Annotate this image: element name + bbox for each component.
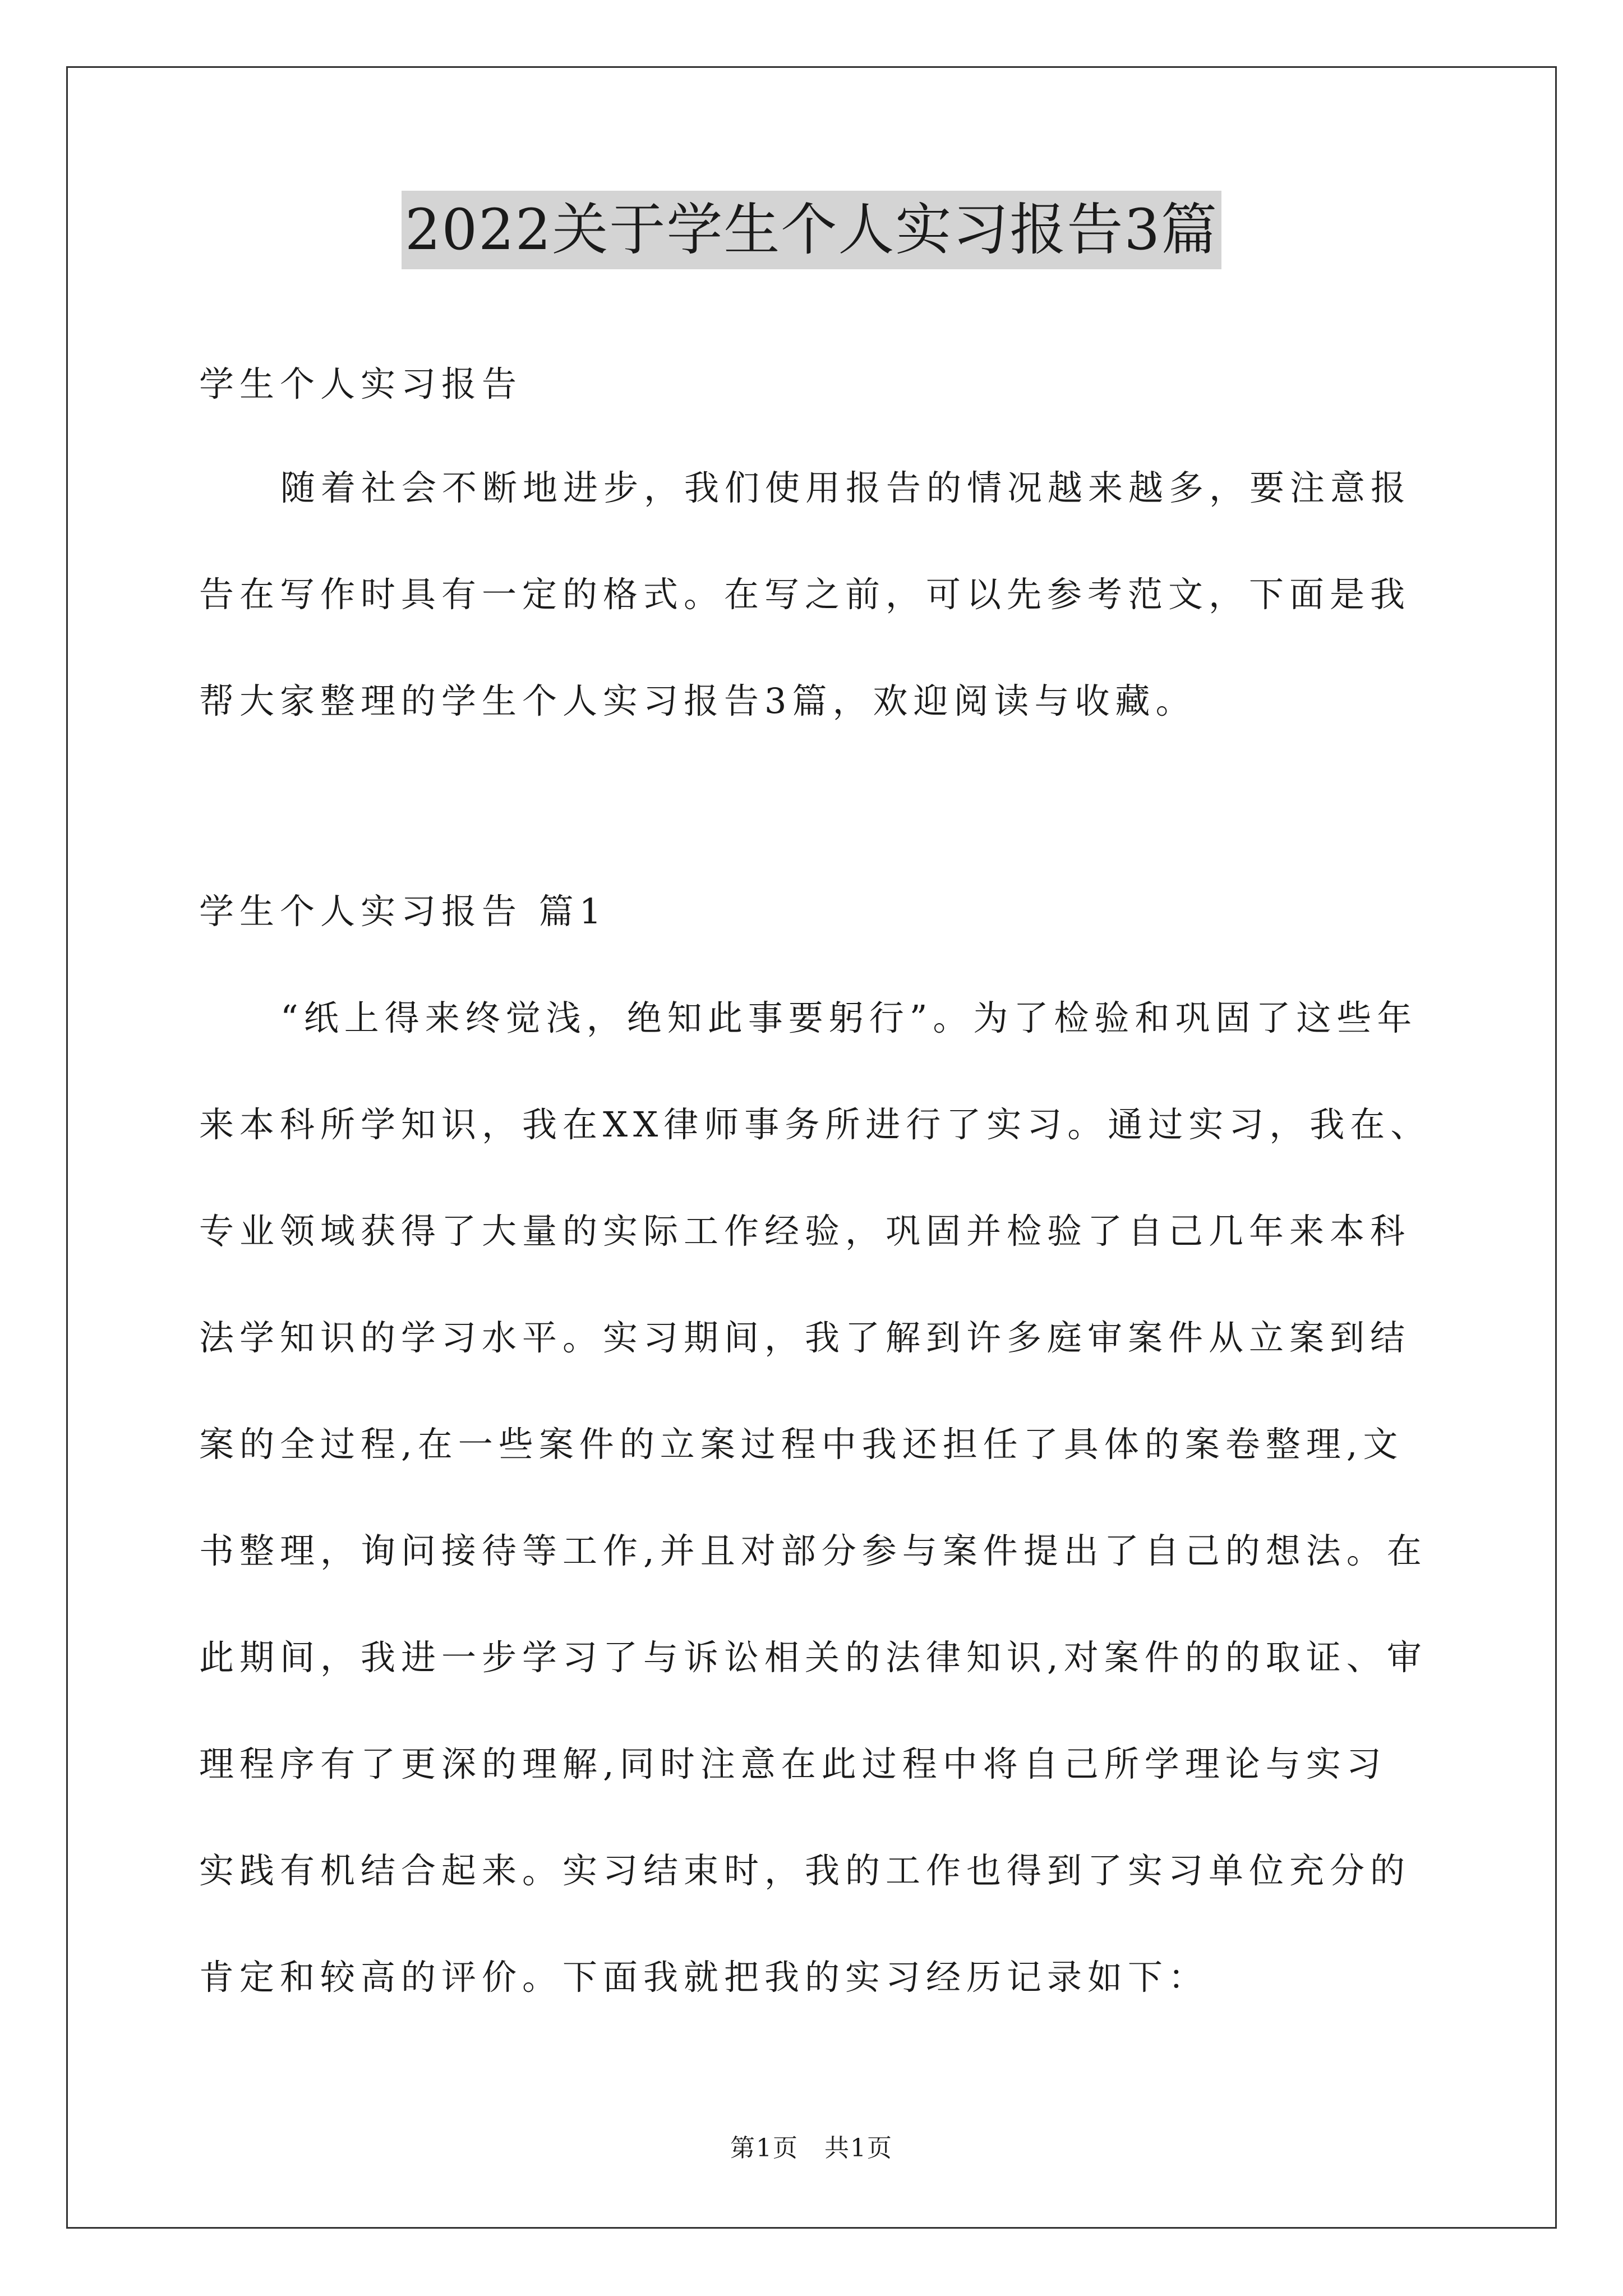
title-container <box>0 191 1623 269</box>
body-line: 实践有机结合起来。实习结束时，我的工作也得到了实习单位充分的 <box>199 1850 1411 1891</box>
intro-heading: 学生个人实习报告 <box>199 364 523 404</box>
intro-line: 告在写作时具有一定的格式。在写之前，可以先参考范文，下面是我 <box>199 574 1411 615</box>
page-footer: 第1页 共1页 <box>730 2134 893 2162</box>
body-line: 法学知识的学习水平。实习期间，我了解到许多庭审案件从立案到结 <box>199 1317 1411 1358</box>
document-title: 2022关于学生个人实习报告3篇 <box>402 191 1221 269</box>
intro-line: 帮大家整理的学生个人实习报告3篇，欢迎阅读与收藏。 <box>199 680 1196 721</box>
section-heading: 学生个人实习报告 篇1 <box>199 891 607 932</box>
body-line: 专业领域获得了大量的实际工作经验，巩固并检验了自己几年来本科 <box>199 1211 1411 1251</box>
body-line: 案的全过程,在一些案件的立案过程中我还担任了具体的案卷整理,文 <box>199 1424 1404 1465</box>
body-line: 来本科所学知识，我在XX律师事务所进行了实习。通过实习，我在、 <box>199 1104 1431 1145</box>
intro-line: 随着社会不断地进步，我们使用报告的情况越来越多，要注意报 <box>280 467 1412 508</box>
body-line: “纸上得来终觉浅，绝知此事要躬行”。为了检验和巩固了这些年 <box>280 997 1418 1038</box>
body-line: 理程序有了更深的理解,同时注意在此过程中将自己所学理论与实习 <box>199 1743 1387 1784</box>
body-line: 此期间，我进一步学习了与诉讼相关的法律知识,对案件的的取证、审 <box>199 1637 1427 1678</box>
body-line: 书整理，询问接待等工作,并且对部分参与案件提出了自己的想法。在 <box>199 1530 1427 1571</box>
body-line: 肯定和较高的评价。下面我就把我的实习经历记录如下： <box>199 1957 1209 1998</box>
